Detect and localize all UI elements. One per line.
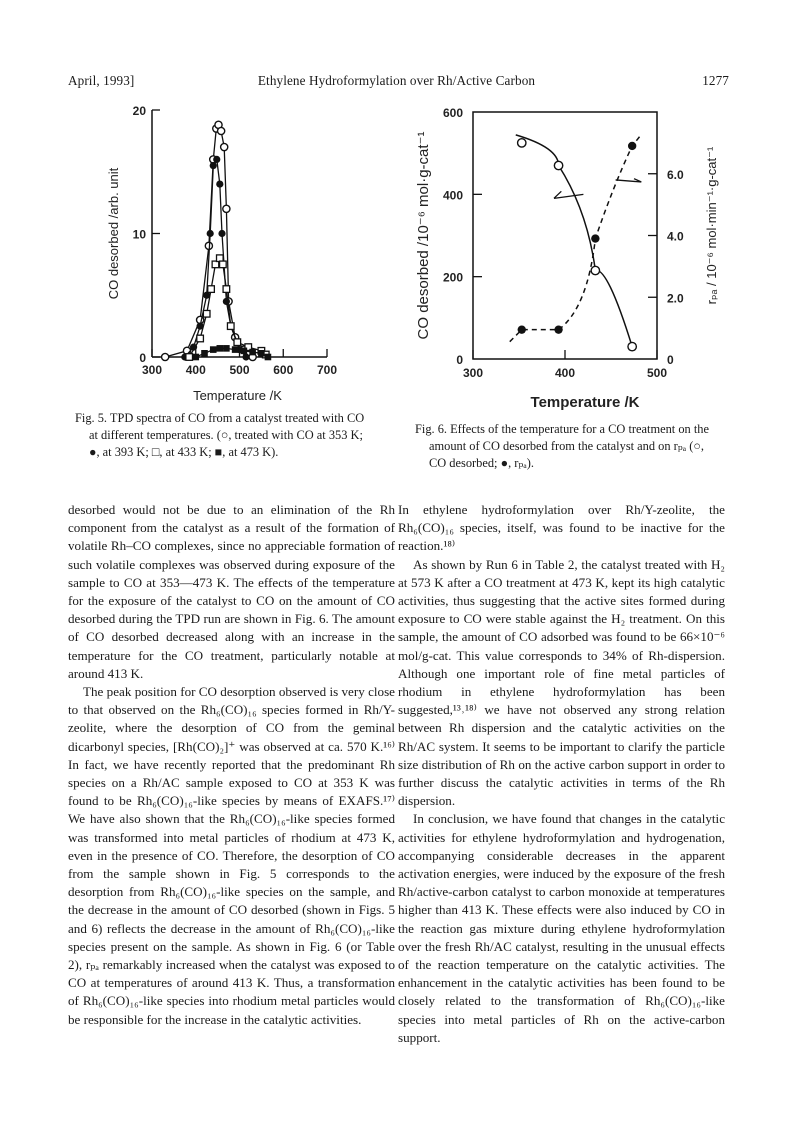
series-line xyxy=(185,159,246,357)
data-point-filled-square xyxy=(241,348,248,355)
data-point-open-circle xyxy=(197,316,204,323)
data-point-open-square xyxy=(220,261,227,268)
y-tick-label: 200 xyxy=(442,270,463,285)
fig5-caption-text: Fig. 5. TPD spectra of CO from a catalyst treated with CO at different temperatures. (○, treated with CO at 353 K; ●, at 393 K; □, at 433 K; ■, at 473 K). xyxy=(75,411,365,459)
running-header-title: Ethylene Hydroformylation over Rh/Active Carbon xyxy=(257,73,536,88)
paragraph: desorbed would not be due to an elimination of the Rh component from the catalyst as a result of the formation of volatile Rh–CO complexes, since no appreciable formation of such volatile complexes was observed during exposure of the sample to CO at 353—473 K. The effects of the temperature for the exposure of the catalyst to CO on the amount of CO desorbed during the TPD run are shown in Fig. 6. The amount of CO desorbed decreased along with an increase in the temperature for the CO treatment, particularly notable at around 413 K. xyxy=(68,502,395,681)
y2-tick-label: 4.0 xyxy=(667,229,684,244)
y-tick-label: 400 xyxy=(442,188,463,203)
series-line xyxy=(165,125,253,357)
fig6-caption-text: Fig. 6. Effects of the temperature for a CO treatment on the amount of CO desorbed from the catalyst and on rₚₐ (○, CO desorbed; ●, rₚₐ). xyxy=(415,422,709,470)
data-point-filled-square xyxy=(192,354,199,361)
right-text-column xyxy=(398,501,725,1047)
y-tick-label: 10 xyxy=(132,227,146,242)
data-point-open-circle xyxy=(223,205,230,212)
data-point-open-square xyxy=(186,354,193,361)
data-point-filled-circle xyxy=(242,353,249,360)
paragraph: In conclusion, we have found that changes in the catalytic activities for ethylene hydroformylation and hydrogenation, accompanying considerable decreases in the apparent activation energies, were induced by the exposure of the fresh Rh/active-carbon catalyst to carbon monoxide at temperatures higher than 413 K. These effects were also induced by CO in the reaction gas mixture during ethylene hydroformylation over the fresh Rh/AC catalyst, resulting in the unusual effects of the reaction temperature on the catalytic activities. The enhancement in the catalytic activities has been found to be closely related to the transformation of Rh₆(CO)₁₆-like species into metal particles of Rh on the active-carbon support. xyxy=(398,811,725,1045)
arrow-left-axis xyxy=(554,191,583,198)
data-point-filled-square xyxy=(210,346,217,353)
data-point-open-square xyxy=(227,323,234,330)
data-point-filled-square xyxy=(201,350,208,357)
x-axis-label: Temperature /K xyxy=(193,388,282,403)
fig6-chart xyxy=(410,100,740,420)
y-tick-label: 0 xyxy=(456,353,463,367)
y-axis-label: CO desorbed /arb. unit xyxy=(106,167,121,300)
x-tick-label: 700 xyxy=(316,363,338,377)
data-point-filled-circle xyxy=(591,234,599,242)
x-tick-label: 500 xyxy=(646,366,668,380)
data-point-open-circle xyxy=(518,139,526,147)
fig5-chart xyxy=(106,100,370,405)
y2-axis-label: rₚₐ / 10⁻⁶ mol·min⁻¹·g-cat⁻¹ xyxy=(704,146,719,305)
figure-5 xyxy=(106,100,370,405)
data-point-filled-circle xyxy=(216,181,223,188)
data-point-open-square xyxy=(197,335,204,342)
data-point-filled-square xyxy=(265,354,272,361)
data-point-open-circle xyxy=(628,342,636,350)
x-axis-label: Temperature /K xyxy=(530,394,640,411)
arrow-right-axis xyxy=(616,179,642,182)
data-point-filled-square xyxy=(232,346,239,353)
data-point-filled-square xyxy=(223,345,230,352)
paragraph: The peak position for CO desorption observed is very close to that observed on the Rh₆(CO)₁₆ species formed in Rh/Y-zeolite, where the desorption of CO from the geminal dicarbonyl species, [Rh(CO)₂]⁺ was observed at ca. 570 K.¹⁶⁾ In fact, we have recently reported that the predominant Rh species on a Rh/AC sample exposed to CO at 353 K was found to be Rh₆(CO)₁₆-like species by means of EXAFS.¹⁷⁾ We have also shown that the Rh₆(CO)₁₆-like species formed was transformed into metal particles of rhodium at 473 K, even in the presence of CO. Therefore, the desorption of CO from the sample shown in Fig. 5 corresponds to the desorption from Rh₆(CO)₁₆-like species on the sample, and the decrease in the amount of CO desorbed (shown in Figs. 5 and 6) reflects the decrease in the amount of Rh₆(CO)₁₆-like species present on the sample. As shown in Fig. 6 (or Table 2), rₚₐ remarkably increased when the catalyst was exposed to CO at temperatures of around 413 K. Thus, a transformation of Rh₆(CO)₁₆-like species into rhodium metal particles would be responsible for the increase in the catalytic activities. xyxy=(68,684,395,1027)
y-tick-label: 600 xyxy=(442,106,463,120)
paragraph: In ethylene hydroformylation over Rh/Y-zeolite, the Rh₆(CO)₁₆ species, itself, was found to be inactive for the reaction.¹⁸⁾ xyxy=(398,502,725,554)
y-axis-label: CO desorbed /10⁻⁶ mol·g-cat⁻¹ xyxy=(415,131,432,340)
data-point-filled-circle xyxy=(213,156,220,163)
data-point-open-square xyxy=(234,339,241,346)
data-point-filled-square xyxy=(249,349,256,356)
data-point-filled-square xyxy=(217,345,224,352)
data-point-filled-circle xyxy=(628,142,636,150)
page-number: 1277 xyxy=(702,73,729,88)
data-point-filled-circle xyxy=(554,325,562,333)
data-point-open-circle xyxy=(162,353,169,360)
y2-tick-label: 0 xyxy=(667,353,674,367)
x-tick-label: 300 xyxy=(462,366,484,380)
data-point-filled-circle xyxy=(518,325,526,333)
y-tick-label: 20 xyxy=(132,104,146,118)
data-point-open-circle xyxy=(218,127,225,134)
data-point-open-square xyxy=(203,310,210,317)
x-tick-label: 400 xyxy=(554,366,576,380)
y2-tick-label: 2.0 xyxy=(667,291,684,306)
data-point-filled-circle xyxy=(218,230,225,237)
x-tick-label: 600 xyxy=(273,363,294,377)
left-text-column xyxy=(68,501,395,1029)
x-tick-label: 500 xyxy=(229,363,250,377)
data-point-filled-square xyxy=(258,350,265,357)
y-tick-label: 0 xyxy=(139,351,146,365)
data-point-open-square xyxy=(223,286,230,293)
data-point-filled-circle xyxy=(207,230,214,237)
data-point-open-circle xyxy=(221,143,228,150)
data-point-filled-circle xyxy=(223,298,230,305)
paragraph: As shown by Run 6 in Table 2, the catalyst treated with H₂ at 573 K after a CO treatment at 473 K, kept its high catalytic activities, thus suggesting that the active sites formed during exposure to CO were stable against the H₂ treatment. On this sample, the amount of CO adsorbed was found to be 66×10⁻⁶ mol/g-cat. This value corresponds to 34% of Rh-dispersion. Although one important role of fine metal particles of rhodium in ethylene hydroformylation has been suggested,¹³˒¹⁸⁾ we have not observed any strong relation between Rh dispersion and the catalytic activities on the Rh/AC system. It seems to be important to clarify the particle size distribution of Rh on the active carbon support in order to further discuss the catalytic activities in terms of the Rh dispersion. xyxy=(398,556,725,809)
data-point-filled-circle xyxy=(210,162,217,169)
x-tick-label: 400 xyxy=(185,363,206,377)
data-point-open-square xyxy=(208,286,215,293)
fig5-caption xyxy=(75,410,375,461)
fig6-caption xyxy=(415,421,715,472)
y2-tick-label: 6.0 xyxy=(667,167,684,182)
data-point-open-circle xyxy=(591,266,599,274)
data-point-open-circle xyxy=(554,161,562,169)
running-header-date: April, 1993] xyxy=(68,73,135,88)
x-tick-label: 300 xyxy=(141,363,163,377)
figure-6 xyxy=(410,100,740,420)
co-desorbed-curve xyxy=(516,135,632,347)
